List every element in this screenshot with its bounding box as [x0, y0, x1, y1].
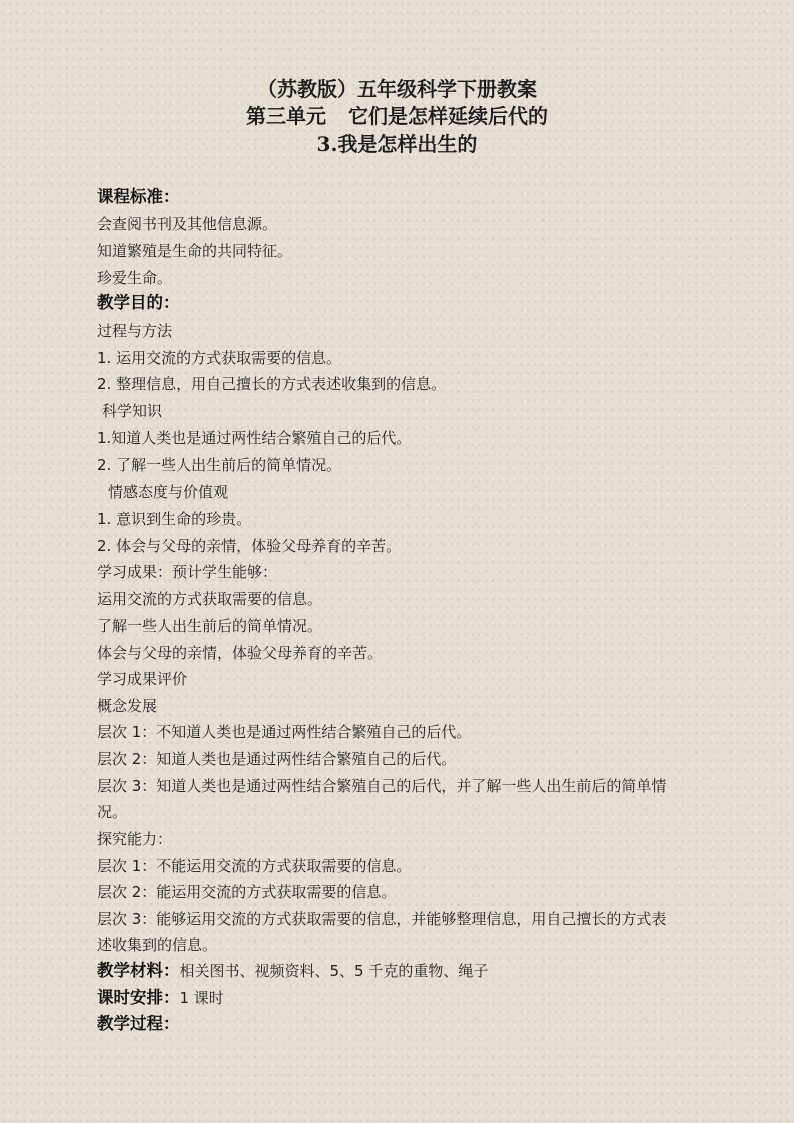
unit-number: 第三单元: [246, 104, 326, 128]
attitude-values-subheading: 情感态度与价值观: [108, 483, 229, 501]
concept-level: 层次 1：不知道人类也是通过两性结合繁殖自己的后代。: [97, 723, 472, 741]
concept-level: 层次 3：知道人类也是通过两性结合繁殖自己的后代，并了解一些人出生前后的简单情: [97, 777, 667, 795]
teaching-process-heading: 教学过程：: [97, 1014, 180, 1033]
course-standard-item: 珍爱生命。: [97, 269, 173, 287]
outcome-item: 体会与父母的亲情，体验父母养育的辛苦。: [97, 644, 383, 662]
materials-label: 教学材料：: [97, 961, 180, 980]
schedule-line: [97, 987, 224, 1009]
course-standard-item: 会查阅书刊及其他信息源。: [97, 215, 278, 233]
knowledge-item: 2. 了解一些人出生前后的简单情况。: [97, 456, 342, 474]
concept-level-continued: 况。: [97, 803, 128, 821]
inquiry-level: 层次 3：能够运用交流的方式获取需要的信息，并能够整理信息，用自己擅长的方式表: [97, 910, 667, 928]
schedule-label: 课时安排：: [97, 988, 180, 1007]
unit-title: [0, 103, 794, 129]
attitude-item: 1. 意识到生命的珍贵。: [97, 510, 252, 528]
science-knowledge-subheading: 科学知识: [102, 402, 163, 420]
process-item: 1. 运用交流的方式获取需要的信息。: [97, 349, 342, 367]
outcome-item: 运用交流的方式获取需要的信息。: [97, 590, 323, 608]
materials-line: [97, 960, 488, 982]
inquiry-level-continued: 述收集到的信息。: [97, 936, 218, 954]
course-standards-heading: 课程标准：: [97, 187, 180, 206]
process-item: 2. 整理信息，用自己擅长的方式表述收集到的信息。: [97, 375, 447, 393]
outcome-item: 了解一些人出生前后的简单情况。: [97, 617, 323, 635]
concept-level: 层次 2：知道人类也是通过两性结合繁殖自己的后代。: [97, 750, 457, 768]
inquiry-ability-subheading: 探究能力：: [97, 830, 173, 848]
course-standard-item: 知道繁殖是生命的共同特征。: [97, 242, 293, 260]
attitude-item: 2. 体会与父母的亲情，体验父母养育的辛苦。: [97, 537, 402, 555]
teaching-goals-heading: 教学目的：: [97, 293, 180, 312]
lesson-title: 3.我是怎样出生的: [316, 132, 478, 156]
outcomes-intro: 学习成果：预计学生能够：: [97, 563, 278, 581]
concept-development-subheading: 概念发展: [97, 697, 158, 715]
schedule-value: 1 课时: [179, 989, 224, 1007]
inquiry-level: 层次 2：能运用交流的方式获取需要的信息。: [97, 883, 397, 901]
inquiry-level: 层次 1：不能运用交流的方式获取需要的信息。: [97, 857, 412, 875]
materials-value: 相关图书、视频资料、5、5 千克的重物、绳子: [179, 962, 489, 980]
document-title: （苏教版）五年级科学下册教案: [257, 77, 537, 101]
unit-name: 它们是怎样延续后代的: [348, 104, 548, 128]
knowledge-item: 1.知道人类也是通过两性结合繁殖自己的后代。: [97, 429, 412, 447]
evaluation-subheading: 学习成果评价: [97, 670, 188, 688]
process-method-subheading: 过程与方法: [97, 322, 173, 340]
